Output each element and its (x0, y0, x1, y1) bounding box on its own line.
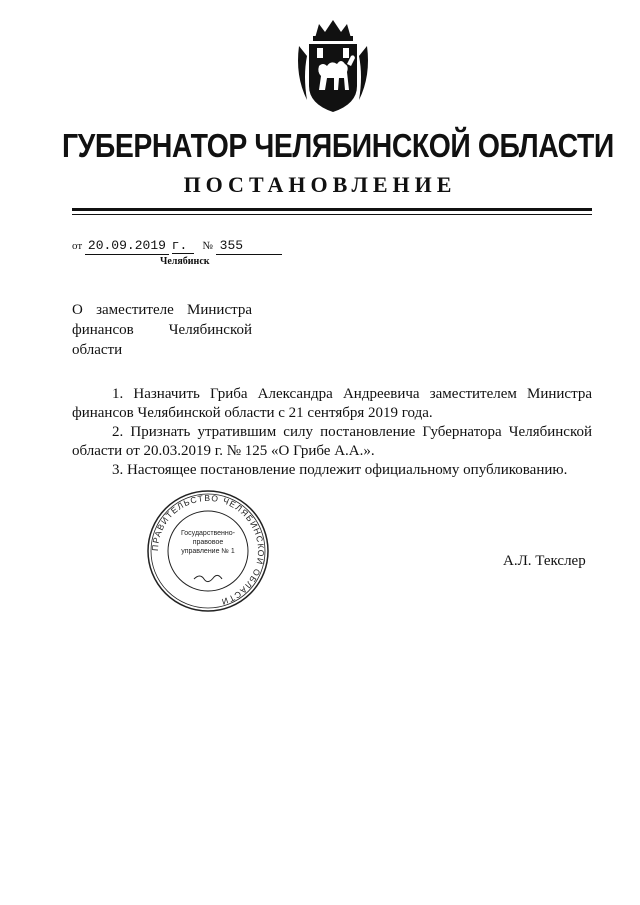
signatory-name: А.Л. Текслер (503, 553, 586, 569)
header-rule-thin (72, 214, 592, 215)
body-paragraph-1: 1. Назначить Гриба Александра Андреевича заместителем Министра финансов Челябинской области с 21 сентября 2019 года. (72, 386, 592, 421)
document-date: 20.09.2019 (85, 238, 169, 255)
city-label: Челябинск (160, 256, 210, 267)
date-suffix-label: г. (172, 238, 194, 254)
number-label: № (202, 240, 213, 252)
body-paragraph-2: 2. Признать утратившим силу постановление Губернатора Челябинской области от 20.03.2019 г. № 125 «О Грибе А.А.». (72, 424, 592, 459)
document-type-title: ПОСТАНОВЛЕНИЕ (183, 172, 457, 197)
body-paragraph-3: 3. Настоящее постановление подлежит официальному опубликованию. (112, 462, 568, 478)
seal-outer-text: ПРАВИТЕЛЬСТВО ЧЕЛЯБИНСКОЙ ОБЛАСТИ (149, 492, 267, 608)
coat-of-arms-emblem (293, 16, 373, 116)
seal-inner-text: Государственно-правовое управление № 1 (180, 530, 236, 555)
document-subject: О заместителе Министра финансов Челябинской области (72, 302, 252, 358)
date-prefix-label: от (72, 240, 83, 252)
issuer-title: ГУБЕРНАТОР ЧЕЛЯБИНСКОЙ ОБЛАСТИ (62, 127, 614, 164)
header-rule-thick (72, 208, 592, 211)
document-body (72, 385, 592, 480)
reference-line (72, 238, 282, 258)
document-number: 355 (216, 238, 282, 255)
official-seal-stamp (144, 487, 272, 615)
